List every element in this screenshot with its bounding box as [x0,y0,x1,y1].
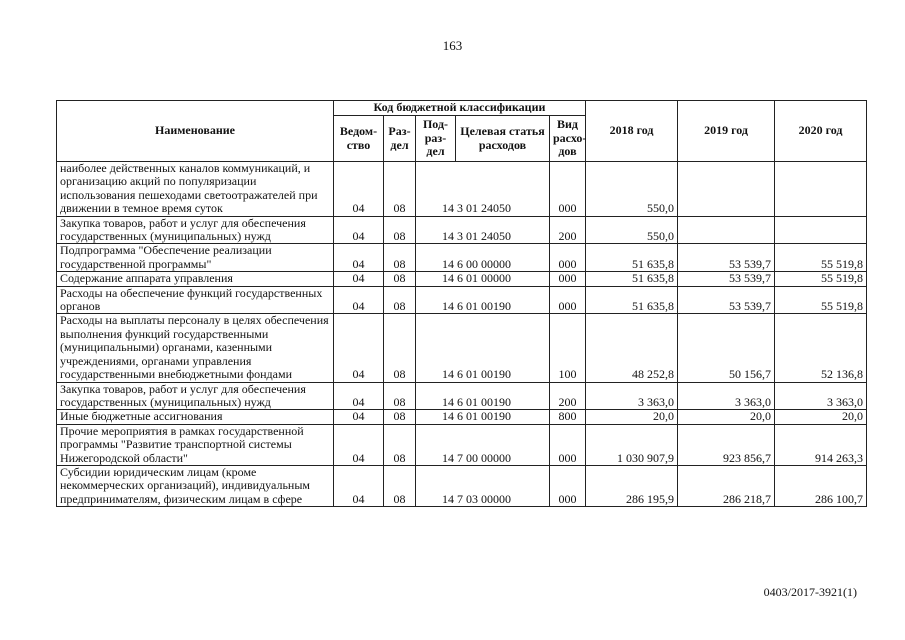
table-row [57,314,867,382]
row-vedomstvo: 04 [334,162,384,217]
row-expense-type: 000 [550,162,586,217]
row-vedomstvo: 04 [334,272,384,286]
header-name: Наименование [57,101,334,162]
row-razdel: 08 [384,314,416,382]
row-2019: 50 156,7 [678,314,775,382]
row-expense-type: 000 [550,272,586,286]
row-target-article: 14 7 03 00000 [416,465,550,506]
row-expense-type: 800 [550,410,586,424]
row-vedomstvo: 04 [334,286,384,314]
row-2020 [775,216,867,244]
row-2020: 55 519,8 [775,244,867,272]
table-row [57,216,867,244]
table-row [57,382,867,410]
row-name: Подпрограмма "Обеспечение реализации государственной программы" [57,244,334,272]
row-target-article: 14 3 01 24050 [416,162,550,217]
table-row [57,286,867,314]
row-target-article: 14 6 01 00190 [416,382,550,410]
row-2019: 53 539,7 [678,272,775,286]
row-target-article: 14 6 01 00190 [416,286,550,314]
row-razdel: 08 [384,410,416,424]
row-2020: 55 519,8 [775,272,867,286]
page-number: 163 [442,38,463,53]
header-2020: 2020 год [775,101,867,162]
row-razdel: 08 [384,465,416,506]
row-2018: 51 635,8 [586,286,678,314]
row-2019: 53 539,7 [678,286,775,314]
row-2018: 550,0 [586,216,678,244]
row-expense-type: 200 [550,382,586,410]
row-2018: 3 363,0 [586,382,678,410]
row-2019: 20,0 [678,410,775,424]
row-target-article: 14 6 00 00000 [416,244,550,272]
row-2018: 48 252,8 [586,314,678,382]
table-row [57,244,867,272]
row-razdel: 08 [384,244,416,272]
row-razdel: 08 [384,216,416,244]
table-row [57,272,867,286]
row-2020 [775,162,867,217]
row-2020: 286 100,7 [775,465,867,506]
row-vedomstvo: 04 [334,244,384,272]
row-2018: 1 030 907,9 [586,424,678,465]
row-name: Расходы на выплаты персоналу в целях обеспечения выполнения функций государственными (муниципальными) органами, казенными учреждениями, органами управления государственными внебюджетными фондами [57,314,334,382]
row-2020: 20,0 [775,410,867,424]
row-vedomstvo: 04 [334,314,384,382]
row-name: Содержание аппарата управления [57,272,334,286]
row-name: Закупка товаров, работ и услуг для обеспечения государственных (муниципальных) нужд [57,382,334,410]
header-expense-type: Вид расхо-дов [550,116,586,162]
row-2019 [678,216,775,244]
header-target-article: Целевая статья расходов [456,116,550,162]
row-expense-type: 100 [550,314,586,382]
row-razdel: 08 [384,382,416,410]
row-vedomstvo: 04 [334,465,384,506]
row-name: наиболее действенных каналов коммуникаций, и организацию акций по популяризации использования пешеходами светоотражателей при движении в темное время суток [57,162,334,217]
table-row [57,424,867,465]
header-vedomstvo: Ведом-ство [334,116,384,162]
header-code-group: Код бюджетной классификации [334,101,586,116]
row-name: Субсидии юридическим лицам (кроме некоммерческих организаций), индивидуальным предпринимателям, физическим лицам в сфере [57,465,334,506]
row-razdel: 08 [384,272,416,286]
row-2020: 3 363,0 [775,382,867,410]
row-name: Иные бюджетные ассигнования [57,410,334,424]
row-vedomstvo: 04 [334,424,384,465]
row-target-article: 14 7 00 00000 [416,424,550,465]
row-target-article: 14 6 01 00190 [416,410,550,424]
row-2019 [678,162,775,217]
row-2019: 923 856,7 [678,424,775,465]
row-target-article: 14 6 01 00000 [416,272,550,286]
row-name: Закупка товаров, работ и услуг для обеспечения государственных (муниципальных) нужд [57,216,334,244]
row-2018: 20,0 [586,410,678,424]
row-2018: 550,0 [586,162,678,217]
row-2020: 55 519,8 [775,286,867,314]
header-razdel: Раз-дел [384,116,416,162]
table-row [57,465,867,506]
row-2019: 3 363,0 [678,382,775,410]
header-podrazdel: Под-раз-дел [416,116,456,162]
row-expense-type: 000 [550,465,586,506]
row-expense-type: 200 [550,216,586,244]
document-code: 0403/2017-3921(1) [763,585,857,599]
row-razdel: 08 [384,162,416,217]
row-2020: 52 136,8 [775,314,867,382]
table-row [57,410,867,424]
row-2018: 286 195,9 [586,465,678,506]
header-2019: 2019 год [678,101,775,162]
row-2018: 51 635,8 [586,272,678,286]
row-vedomstvo: 04 [334,216,384,244]
row-razdel: 08 [384,424,416,465]
row-target-article: 14 6 01 00190 [416,314,550,382]
header-2018: 2018 год [586,101,678,162]
row-name: Прочие мероприятия в рамках государственной программы "Развитие транспортной системы Нижегородской области" [57,424,334,465]
table-row [57,162,867,217]
row-razdel: 08 [384,286,416,314]
row-expense-type: 000 [550,244,586,272]
row-name: Расходы на обеспечение функций государственных органов [57,286,334,314]
row-expense-type: 000 [550,286,586,314]
row-2019: 286 218,7 [678,465,775,506]
row-expense-type: 000 [550,424,586,465]
row-vedomstvo: 04 [334,410,384,424]
row-2020: 914 263,3 [775,424,867,465]
budget-table [56,100,867,507]
row-2018: 51 635,8 [586,244,678,272]
row-vedomstvo: 04 [334,382,384,410]
row-target-article: 14 3 01 24050 [416,216,550,244]
row-2019: 53 539,7 [678,244,775,272]
